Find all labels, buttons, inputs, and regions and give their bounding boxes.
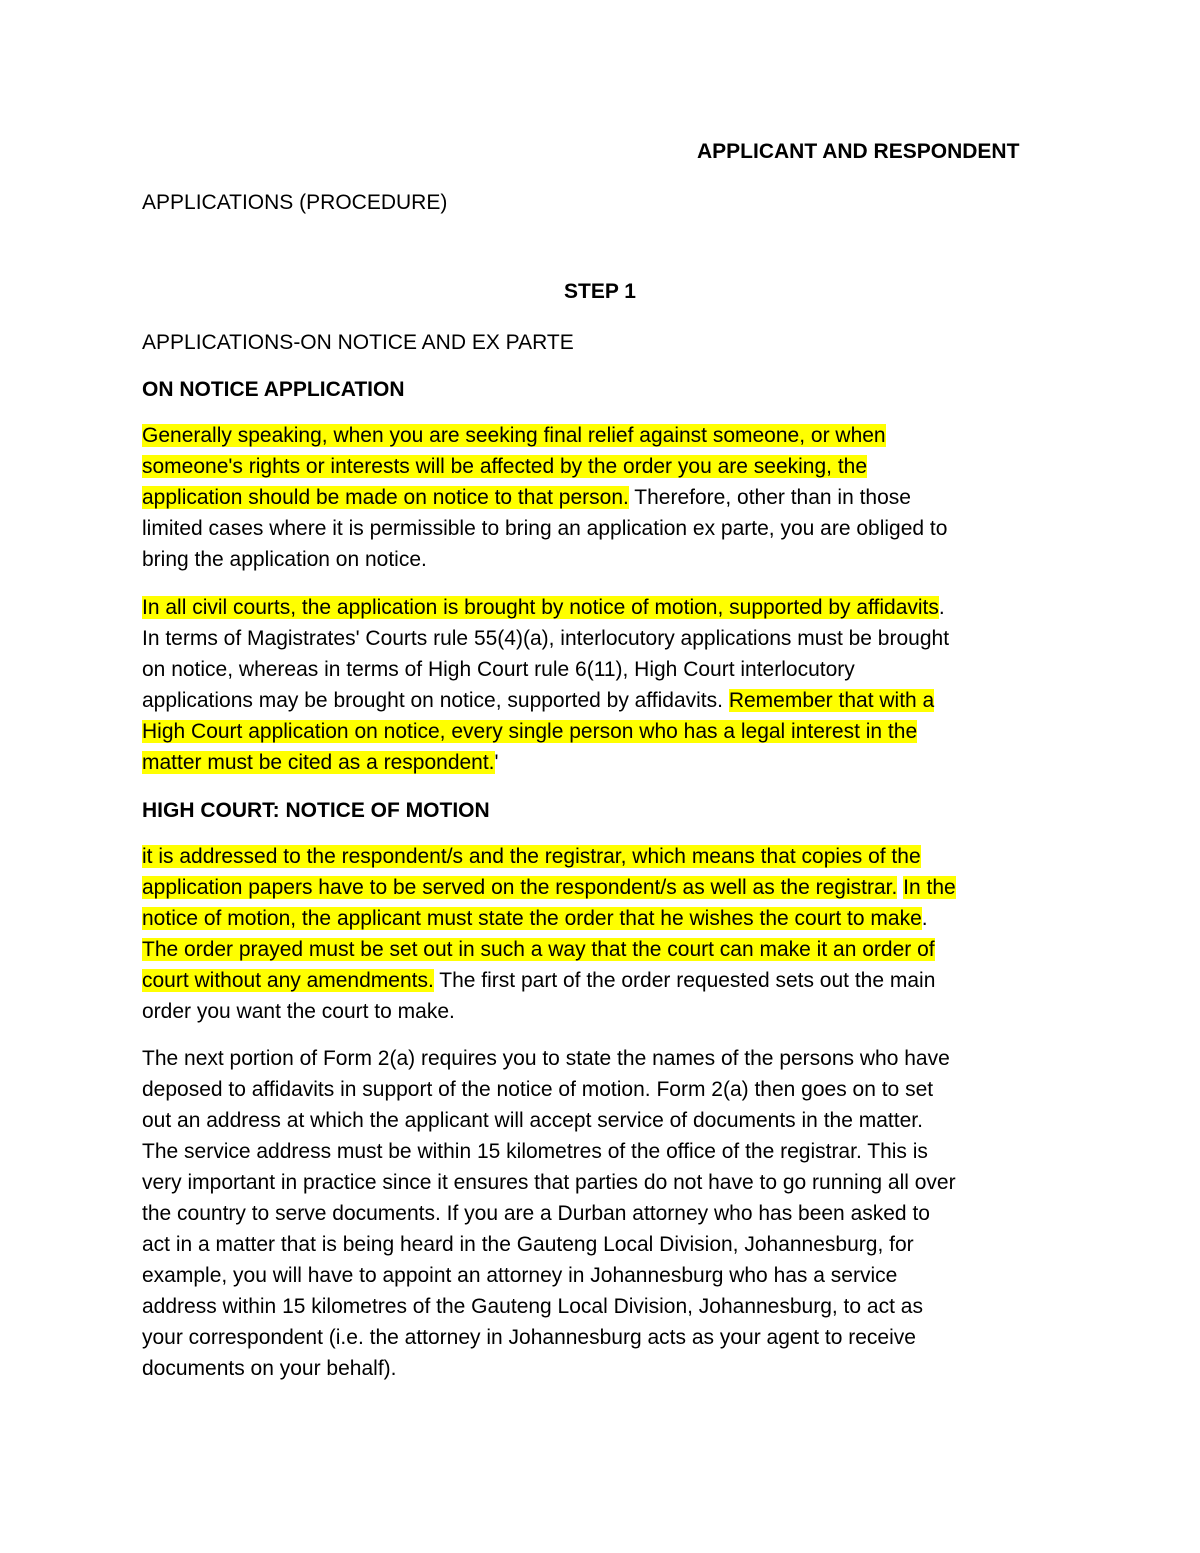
heading-on-notice-application: ON NOTICE APPLICATION bbox=[142, 378, 405, 401]
highlighted-text: application papers have to be served on the respondent/s as well as the registrar. bbox=[142, 876, 898, 899]
highlighted-text: High Court application on notice, every single person who has a legal interest in the bbox=[142, 720, 918, 743]
paragraph-line: In terms of Magistrates' Courts rule 55(4)(a), interlocutory applications must be brought bbox=[142, 627, 950, 650]
paragraph-line bbox=[142, 592, 1062, 623]
paragraph-line bbox=[142, 841, 1062, 872]
paragraph-line bbox=[142, 934, 1062, 965]
paragraph-notice-of-motion bbox=[142, 841, 1062, 1027]
paragraph-line: act in a matter that is being heard in the Gauteng Local Division, Johannesburg, for bbox=[142, 1233, 914, 1256]
plain-text: Therefore, other than in those bbox=[628, 486, 911, 509]
heading-notice-of-motion: HIGH COURT: NOTICE OF MOTION bbox=[142, 799, 490, 822]
paragraph-form-2a bbox=[142, 1043, 1062, 1384]
plain-text: . bbox=[921, 907, 928, 930]
paragraph-line: documents on your behalf). bbox=[142, 1357, 397, 1380]
highlighted-text: someone's rights or interests will be affected by the order you are seeking, the bbox=[142, 455, 868, 478]
paragraph-on-notice bbox=[142, 420, 1062, 575]
paragraph-civil-courts bbox=[142, 592, 1062, 778]
paragraph-line bbox=[142, 482, 1062, 513]
highlighted-text: Remember that with a bbox=[728, 689, 935, 712]
step-heading: STEP 1 bbox=[564, 280, 636, 303]
highlighted-text: it is addressed to the respondent/s and the registrar, which means that copies of the bbox=[142, 845, 921, 868]
paragraph-line bbox=[142, 420, 1062, 451]
highlighted-text: The order prayed must be set out in such a way that the court can make it an order of bbox=[142, 938, 935, 961]
paragraph-line bbox=[142, 903, 1062, 934]
document-subtitle: APPLICATIONS (PROCEDURE) bbox=[142, 191, 448, 214]
paragraph-line: The next portion of Form 2(a) requires you to state the names of the persons who have bbox=[142, 1047, 950, 1070]
document-title: APPLICANT AND RESPONDENT bbox=[697, 140, 1020, 163]
paragraph-line: the country to serve documents. If you are a Durban attorney who has been asked to bbox=[142, 1202, 930, 1225]
paragraph-line: limited cases where it is permissible to bring an application ex parte, you are obliged to bbox=[142, 517, 948, 540]
paragraph-line: on notice, whereas in terms of High Court rule 6(11), High Court interlocutory bbox=[142, 658, 855, 681]
paragraph-line: example, you will have to appoint an attorney in Johannesburg who has a service bbox=[142, 1264, 898, 1287]
highlighted-text: Generally speaking, when you are seeking final relief against someone, or when bbox=[142, 424, 886, 447]
plain-text: ' bbox=[494, 751, 499, 774]
highlighted-text: In all civil courts, the application is brought by notice of motion, supported by affidavits bbox=[142, 596, 939, 619]
paragraph-line: address within 15 kilometres of the Gauteng Local Division, Johannesburg, to act as bbox=[142, 1295, 923, 1318]
paragraph-line bbox=[142, 451, 1062, 482]
plain-text: applications may be brought on notice, supported by affidavits. bbox=[142, 689, 729, 712]
paragraph-line: order you want the court to make. bbox=[142, 1000, 455, 1023]
highlighted-text: In the bbox=[903, 876, 956, 899]
paragraph-line: your correspondent (i.e. the attorney in Johannesburg acts as your agent to receive bbox=[142, 1326, 916, 1349]
plain-text: . bbox=[938, 596, 945, 619]
paragraph-line: very important in practice since it ensures that parties do not have to go running all over bbox=[142, 1171, 956, 1194]
plain-text: The first part of the order requested sets out the main bbox=[433, 969, 936, 992]
paragraph-line bbox=[142, 965, 1062, 996]
paragraph-line bbox=[142, 716, 1062, 747]
section-label: APPLICATIONS-ON NOTICE AND EX PARTE bbox=[142, 331, 574, 354]
paragraph-line bbox=[142, 747, 1062, 778]
highlighted-text: court without any amendments. bbox=[142, 969, 434, 992]
paragraph-line: bring the application on notice. bbox=[142, 548, 427, 571]
paragraph-line: deposed to affidavits in support of the notice of motion. Form 2(a) then goes on to set bbox=[142, 1078, 934, 1101]
paragraph-line: The service address must be within 15 kilometres of the office of the registrar. This is bbox=[142, 1140, 928, 1163]
highlighted-text: application should be made on notice to that person. bbox=[142, 486, 629, 509]
highlighted-text: notice of motion, the applicant must state the order that he wishes the court to make bbox=[142, 907, 922, 930]
highlighted-text: matter must be cited as a respondent. bbox=[142, 751, 495, 774]
paragraph-line: out an address at which the applicant will accept service of documents in the matter. bbox=[142, 1109, 923, 1132]
paragraph-line bbox=[142, 685, 1062, 716]
paragraph-line bbox=[142, 872, 1062, 903]
